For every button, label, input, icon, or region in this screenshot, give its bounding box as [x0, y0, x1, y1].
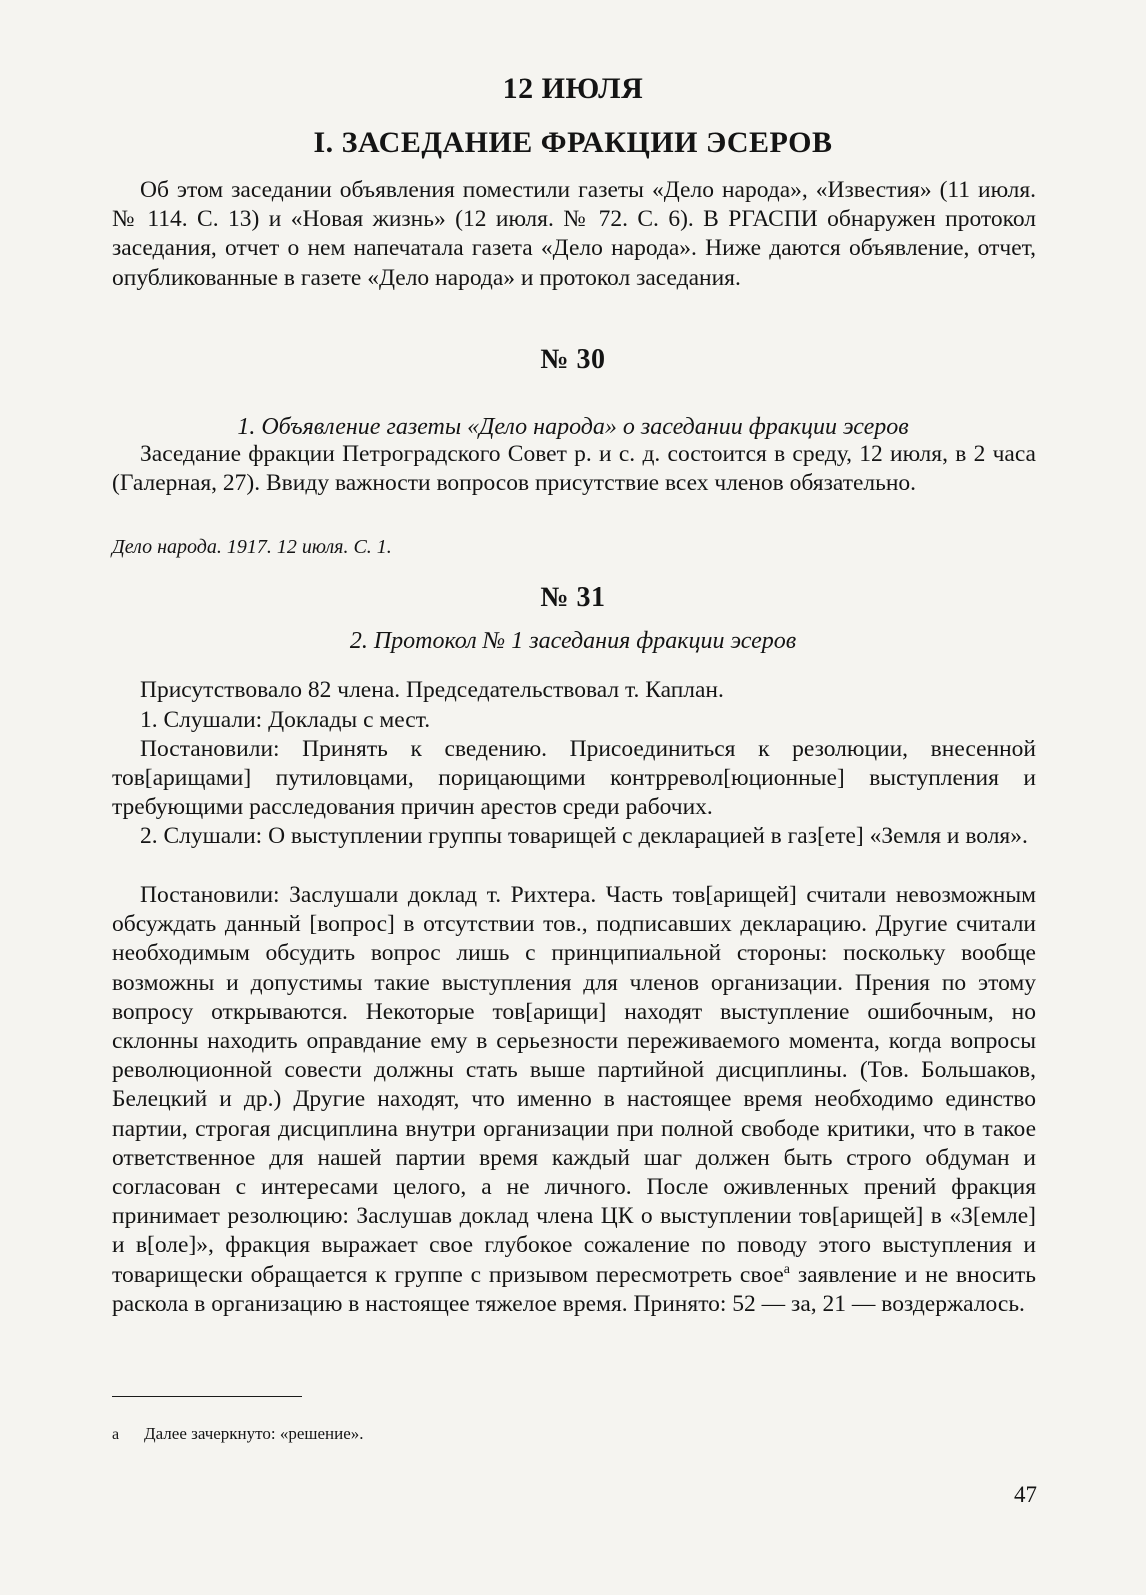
source-citation: Дело народа. 1917. 12 июля. С. 1.: [112, 536, 392, 558]
footnote: [112, 1424, 364, 1444]
footnote-reference: а: [783, 1261, 790, 1277]
resolution-2-text-end: заявление и не вносить раскола в организацию в настоящее тяжелое время. Принято: 52 — за, 21 — воздержалось.: [112, 1261, 1036, 1317]
footnote-text: Далее зачеркнуто: «решение».: [144, 1424, 364, 1443]
attendance-line: Присутствовало 82 члена. Председательствовал т. Каплан.: [140, 677, 724, 703]
announcement-text: Заседание фракции Петроградского Совет р. и с. д. состоится в среду, 12 июля, в 2 часа (Галерная, 27). Ввиду важности вопросов присутствие всех членов обязательно.: [112, 441, 1036, 497]
section-title: I. ЗАСЕДАНИЕ ФРАКЦИИ ЭСЕРОВ: [313, 126, 833, 159]
page-number: 47: [1014, 1482, 1037, 1507]
footnote-mark: а: [112, 1426, 120, 1443]
document-title-31: 2. Протокол № 1 заседания фракции эсеров: [349, 628, 797, 654]
date-heading: 12 ИЮЛЯ: [502, 72, 644, 105]
document-number-31: № 31: [540, 582, 606, 613]
resolution-1-paragraph: Постановили: Принять к сведению. Присоединиться к резолюции, внесенной тов[арищами] путиловцами, порицающими контрревол[юционные] выступления и требующими расследования причин арестов среди рабочих.: [112, 736, 1036, 821]
document-number-30: № 30: [540, 344, 606, 375]
document-title-30: 1. Объявление газеты «Дело народа» о заседании фракции эсеров: [237, 414, 909, 440]
agenda-item-1: 1. Слушали: Доклады с мест.: [140, 707, 431, 733]
resolution-2-text: Постановили: Заслушали доклад т. Рихтера. Часть тов[арищей] считали невозможным обсуждать данный [вопрос] в отсутствии тов., подписавших декларацию. Другие считали необходимым обсудить вопрос лишь с принципиальной стороны: поскольку вообще возможны и допустимы такие выступления для членов организации. Прения по этому вопросу открываются. Некоторые тов[арищи] находят выступление ошибочным, но склонны находить оправдание ему в серьезности переживаемого момента, когда вопросы революционной совести должны стать выше партийной дисциплины. (Тов. Большаков, Белецкий и др.) Другие находят, что именно в настоящее время необходимо единство партии, строгая дисциплина внутри организации при полной свободе критики, что в такое ответственное для нашей партии время каждый шаг должен быть строго обдуман и согласован с интересами целого, а не личного. После оживленных прений фракция принимает резолюцию: Заслушав доклад члена ЦК о выступлении тов[арищей] в «З[емле] и в[оле]», фракция выражает свое глубокое сожаление по поводу этого выступления и товарищески обращается к группе с призывом пересмотреть свое: [112, 882, 1036, 1288]
intro-paragraph: Об этом заседании объявления поместили газеты «Дело народа», «Известия» (11 июля. № 114. С. 13) и «Новая жизнь» (12 июля. № 72. С. 6). В РГАСПИ обнаружен протокол заседания, отчет о нем напечатала газета «Дело народа». Ниже даются объявление, отчет, опубликованные в газете «Дело народа» и протокол заседания.: [112, 177, 1036, 291]
footnote-divider: [112, 1396, 302, 1397]
agenda-item-2: 2. Слушали: О выступлении группы товарищей с декларацией в газ[ете] «Земля и воля».: [140, 823, 1028, 849]
resolution-2-paragraph: [112, 881, 1036, 1319]
